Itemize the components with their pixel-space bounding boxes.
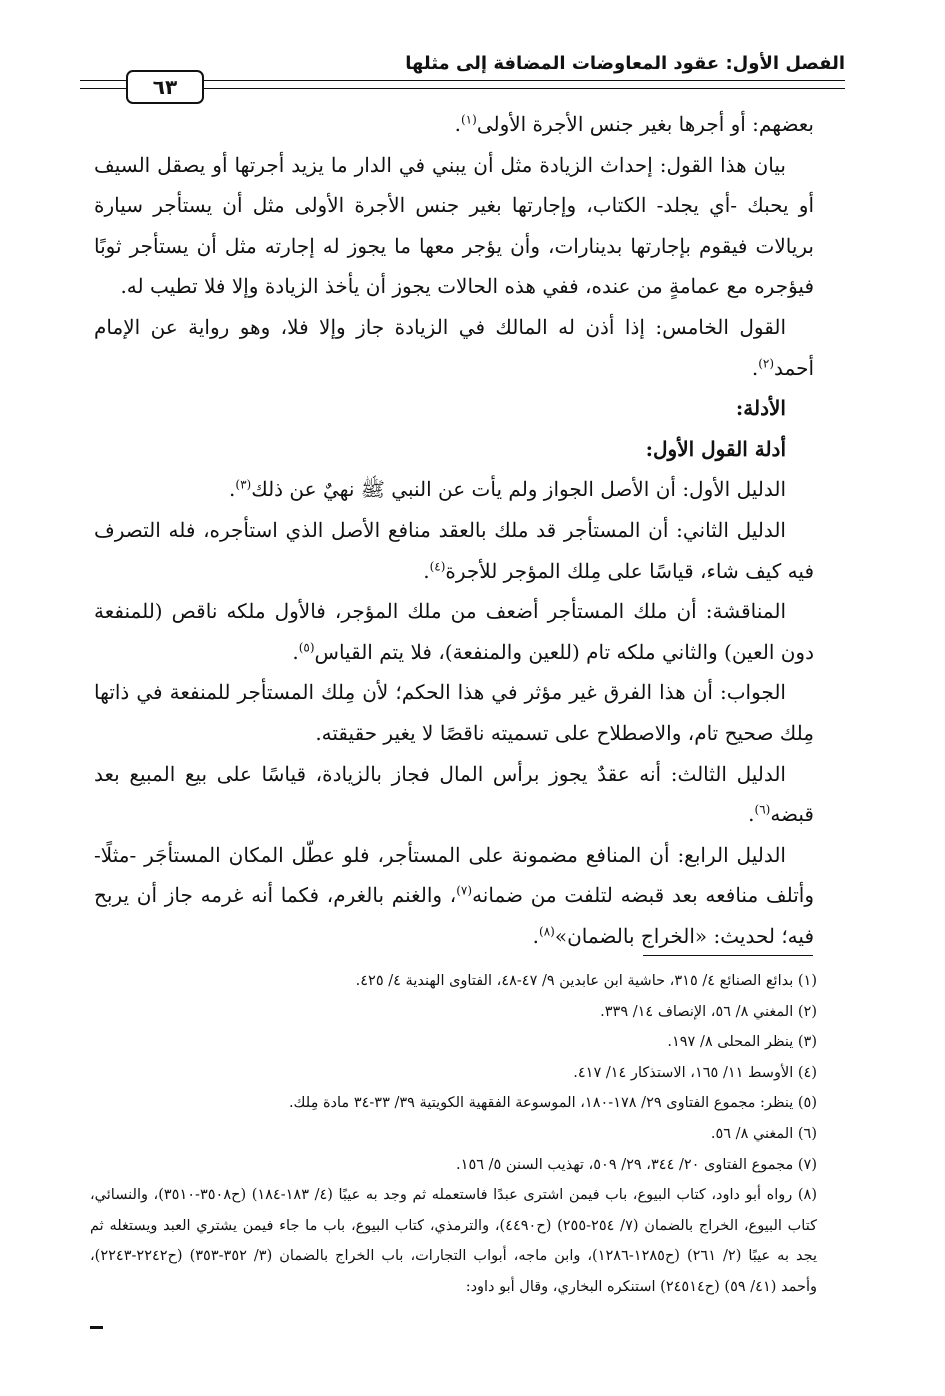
section-heading: الأدلة: <box>735 396 786 421</box>
paragraph-text: الدليل الثاني: أن المستأجر قد ملك بالعقد منافع الأصل الذي استأجره، فله التصرف فيه كيف شاء، قياسًا على مِلك المؤجر للأجرة <box>94 517 814 583</box>
footnote-ref: (٥) <box>298 640 315 655</box>
footnotes <box>90 966 817 1303</box>
page-number: ٦٣ <box>126 70 204 104</box>
footnote-ref: (١) <box>460 112 477 127</box>
footnote-ref: (٨) <box>539 924 555 939</box>
paragraph-text: الدليل الأول: أن الأصل الجواز ولم يأت عن النبي ﷺ نهيٌ عن ذلك <box>251 477 786 502</box>
paragraph-text: ، والغنم بالغرم، فكما أنه غرمه جاز أن يربح فيه؛ لحديث: «الخراج بالضمان» <box>94 883 814 948</box>
paragraph: الدليل الأول: أن الأصل الجواز ولم يأت عن النبي ﷺ نهيٌ عن ذلك$^{(٣)}$. <box>229 477 786 502</box>
paragraph-text: القول الخامس: إذا أذن له المالك في الزيادة جاز وإلا فلا، وهو رواية عن الإمام أحمد <box>94 314 814 380</box>
paragraph: بيان هذا القول: إحداث الزيادة مثل أن يبني في الدار ما يزيد أجرتها أو يصقل السيف أو يحبك -أي يجلد- الكتاب، وإجارتها بغير جنس الأجرة الأولى مثل أن يستأجر سيارة بريالات فيقوم بإجارتها بدينارات، وأن يؤجر معها ما يجوز له إجارته مثل أن يستأجر ثوبًا فيؤجره مع عمامةٍ من عنده، ففي هذه الحالات يجوز أن يأخذ الزيادة وإلا فلا تطيب له. <box>94 152 814 299</box>
footnote-ref: (٢) <box>758 355 775 370</box>
paragraph-text: الدليل الرابع: أن المنافع مضمونة على المستأجر، فلو عطّل المكان المستأجَر -مثلًا- وأتلف منافعه بعد قبضه لتلفت من ضمانه <box>94 842 814 908</box>
paragraph: الدليل الثالث: أنه عقدٌ يجوز برأس المال فجاز بالزيادة، قياسًا على بيع المبيع بعد قبضه$^{(٦)}$. <box>94 761 814 827</box>
footnote-ref: (٣) <box>235 477 252 492</box>
paragraph: الدليل الرابع: أن المنافع مضمونة على المستأجر، فلو عطّل المكان المستأجَر -مثلًا- وأتلف منافعه بعد قبضه لتلفت من ضمانه$^{(٧)}$، والغنم بالغرم، فكما أنه غرمه جاز أن يربح فيه؛ لحديث: «الخراج بالضمان»$^{(٨)}$. <box>94 842 814 948</box>
footnote-ref: (٤) <box>429 558 446 573</box>
footnote: (٤) الأوسط ١١/ ١٦٥، الاستذكار ١٤/ ٤١٧. <box>573 1064 817 1081</box>
footnote: (٦) المغني ٨/ ٥٦. <box>710 1125 817 1142</box>
footnote: (١) بدائع الصنائع ٤/ ٣١٥، حاشية ابن عابدين ٩/ ٤٧-٤٨، الفتاوى الهندية ٤/ ٤٢٥. <box>355 973 817 989</box>
footnote: (٣) ينظر المحلى ٨/ ١٩٧. <box>667 1034 817 1051</box>
paragraph: القول الخامس: إذا أذن له المالك في الزيادة جاز وإلا فلا، وهو رواية عن الإمام أحمد$^{(٢)}$. <box>94 314 814 380</box>
main-text <box>94 104 814 956</box>
footnote: (٥) ينظر: مجموع الفتاوى ٢٩/ ١٧٨-١٨٠، الموسوعة الفقهية الكويتية ٣٩/ ٣٣-٣٤ مادة مِلك. <box>288 1095 817 1112</box>
footnote-ref: (٧) <box>456 883 473 898</box>
paragraph: الجواب: أن هذا الفرق غير مؤثر في هذا الحكم؛ لأن مِلك المستأجر للمنفعة في ذاتها مِلك صحيح تام، والاصطلاح على تسميته ناقصًا لا يغير حقيقته. <box>94 680 814 745</box>
footnote: (٧) مجموع الفتاوى ٢٠/ ٣٤٤، ٢٩/ ٥٠٩، تهذيب السنن ٥/ ١٥٦. <box>456 1156 817 1173</box>
footnote: (٨) رواه أبو داود، كتاب البيوع، باب فيمن اشترى عبدًا فاستعمله ثم وجد به عيبًا (٤/ ١٨٣-١٨٤) (ح٣٥٠٨-٣٥١٠)، والنسائي، كتاب البيوع، الخراج بالضمان (٧/ ٢٥٤-٢٥٥) (ح٤٤٩٠)، والترمذي، كتاب البيوع، باب ما جاء فيمن يشتري العبد ويستغله ثم يجد به عيبًا (٢/ ٢٦١) (ح١٢٨٥-١٢٨٦)، وابن ماجه، أبواب التجارات، باب الخراج بالضمان (٣/ ٣٥٢-٣٥٣) (ح٢٢٤٢-٢٢٤٣)، وأحمد (٤١/ ٥٩) (ح٢٤٥١٤) استنكره البخاري، وقال أبو داود: <box>90 1187 817 1295</box>
paragraph: بعضهم: أو أجرها بغير جنس الأجرة الأولى$^{(١)}$. <box>454 112 814 136</box>
running-header: الفصل الأول: عقود المعاوضات المضافة إلى مثلها <box>405 53 845 74</box>
footnote-separator <box>643 955 813 956</box>
paragraph-text: بعضهم: أو أجرها بغير جنس الأجرة الأولى <box>476 112 814 136</box>
paragraph: الدليل الثاني: أن المستأجر قد ملك بالعقد منافع الأصل الذي استأجره، فله التصرف فيه كيف شاء، قياسًا على مِلك المؤجر للأجرة$^{(٤)}$. <box>94 517 814 583</box>
paragraph: المناقشة: أن ملك المستأجر أضعف من ملك المؤجر، فالأول ملكه ناقص (للمنفعة دون العين) والثاني ملكه تام (للعين والمنفعة)، فلا يتم القياس$^{(٥)}$. <box>94 599 814 664</box>
paragraph-text: الدليل الثالث: أنه عقدٌ يجوز برأس المال فجاز بالزيادة، قياسًا على بيع المبيع بعد قبضه <box>94 761 814 827</box>
continuation-mark <box>90 1326 103 1329</box>
paragraph-text: المناقشة: أن ملك المستأجر أضعف من ملك المؤجر، فالأول ملكه ناقص (للمنفعة دون العين) والثاني ملكه تام (للعين والمنفعة)، فلا يتم القياس <box>94 599 814 664</box>
footnote-ref: (٦) <box>754 802 771 817</box>
footnote: (٢) المغني ٨/ ٥٦، الإنصاف ١٤/ ٣٣٩. <box>600 1003 817 1020</box>
subsection-heading: أدلة القول الأول: <box>645 436 786 461</box>
